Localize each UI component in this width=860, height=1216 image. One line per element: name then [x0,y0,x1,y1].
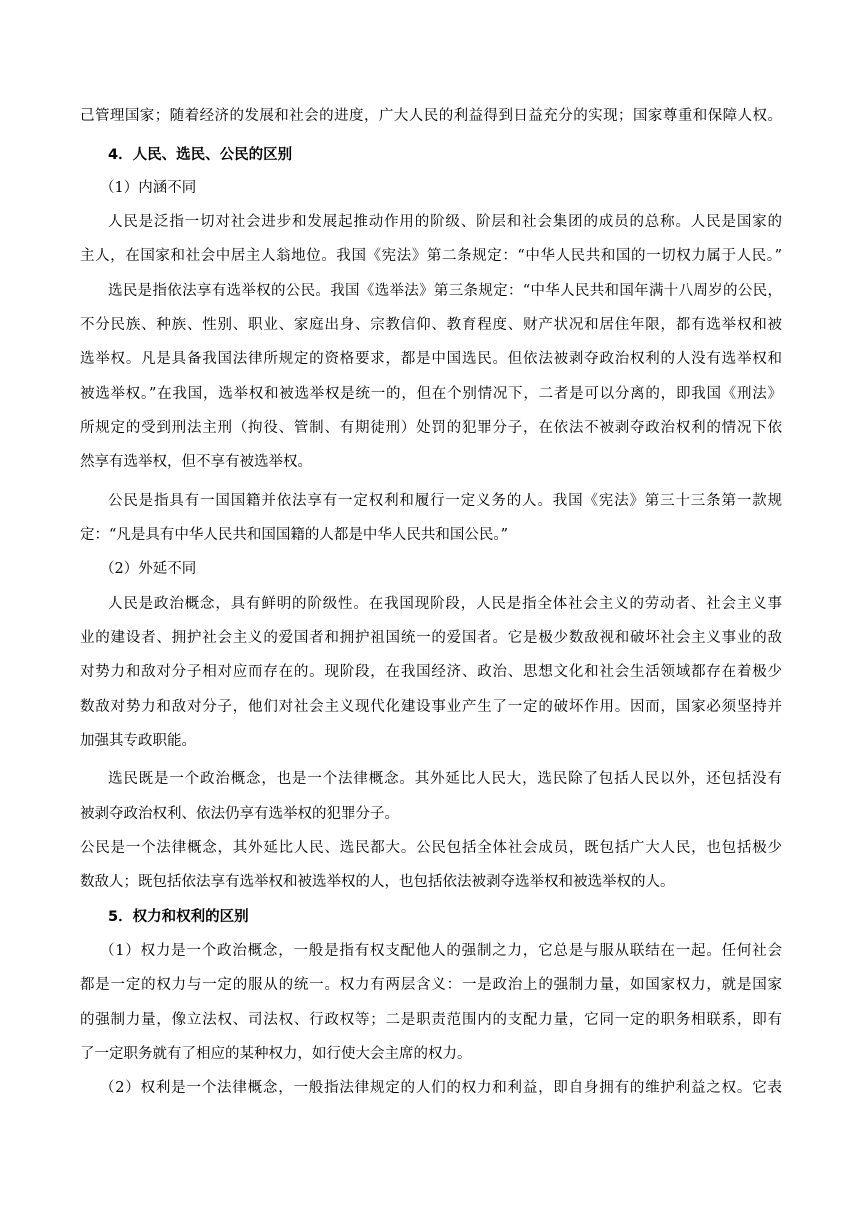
subsection-heading: （2）外延不同 [100,561,197,577]
paragraph-line: 然享有选举权，但不享有被选举权。 [80,454,312,470]
paragraph-line: 对势力和敌对分子相对应而存在的。现阶段，在我国经济、政治、思想文化和社会生活领域都存在着极少 [80,664,782,680]
paragraph-line: 数敌对势力和敌对分子，他们对社会主义现代化建设事业产生了一定的破坏作用。因而，国家必须坚持并 [80,699,782,715]
paragraph-line: （2）权利是一个法律概念，一般指法律规定的人们的权力和利益，即自身拥有的维护利益之权。它表 [100,1080,782,1096]
section-heading: 4．人民、选民、公民的区别 [108,147,293,163]
paragraph-line: 所规定的受到刑法主刑（拘役、管制、有期徒刑）处罚的犯罪分子，在依法不被剥夺政治权利的情况下依 [80,420,782,436]
paragraph-line: （1）权力是一个政治概念，一般是指有权支配他人的强制之力，它总是与服从联结在一起。任何社会 [100,943,782,959]
paragraph-line: 主人，在国家和社会中居主人翁地位。我国《宪法》第二条规定：“中华人民共和国的一切权力属于人民。” [80,248,782,264]
paragraph-line: 定：“凡是具有中华人民共和国国籍的人都是中华人民共和国公民。” [80,527,509,543]
paragraph-line: 业的建设者、拥护社会主义的爱国者和拥护祖国统一的爱国者。它是极少数敌视和破坏社会主义事业的敌 [80,630,782,646]
paragraph-line: 都是一定的权力与一定的服从的统一。权力有两层含义：一是政治上的强制力量，如国家权力，就是国家 [80,977,782,993]
paragraph-line: 选举权。凡是具备我国法律所规定的资格要求，都是中国选民。但依法被剥夺政治权利的人没有选举权和 [80,351,782,367]
subsection-heading: （1）内涵不同 [100,180,197,196]
paragraph-line: 人民是泛指一切对社会进步和发展起推动作用的阶级、阶层和社会集团的成员的总称。人民是国家的 [108,214,782,230]
paragraph-line: 加强其专政职能。 [80,733,196,749]
paragraph-line: 了一定职务就有了相应的某种权力，如行使大会主席的权力。 [80,1046,472,1062]
paragraph-line: 公民是指具有一国国籍并依法享有一定权利和履行一定义务的人。我国《宪法》第三十三条第一款规 [108,493,782,509]
paragraph-line: 被选举权。”在我国，选举权和被选举权是统一的，但在个别情况下，二者是可以分离的，即我国《刑法》 [80,386,782,402]
paragraph-line: 己管理国家；随着经济的发展和社会的进度，广大人民的利益得到日益充分的实现；国家尊重和保障人权。 [80,108,782,124]
paragraph-line: 不分民族、种族、性别、职业、家庭出身、宗教信仰、教育程度、财产状况和居住年限，都有选举权和被 [80,317,782,333]
paragraph-line: 选民既是一个政治概念，也是一个法律概念。其外延比人民大，选民除了包括人民以外，还包括没有 [108,771,782,787]
paragraph-line: 数敌人；既包括依法享有选举权和被选举权的人，也包括依法被剥夺选举权和被选举权的人。 [80,874,675,890]
section-heading: 5．权力和权利的区别 [108,909,249,925]
paragraph-line: 被剥夺政治权利、依法仍享有选举权的犯罪分子。 [80,806,399,822]
paragraph-line: 人民是政治概念，具有鲜明的阶级性。在我国现阶段，人民是指全体社会主义的劳动者、社会主义事 [108,596,782,612]
paragraph-line: 的强制力量，像立法权、司法权、行政权等；二是职责范围内的支配力量，它同一定的职务相联系，即有 [80,1012,782,1028]
paragraph-line: 公民是一个法律概念，其外延比人民、选民都大。公民包括全体社会成员，既包括广大人民，也包括极少 [80,840,782,856]
paragraph-line: 选民是指依法享有选举权的公民。我国《选举法》第三条规定：“中华人民共和国年满十八周岁的公民， [108,283,782,299]
